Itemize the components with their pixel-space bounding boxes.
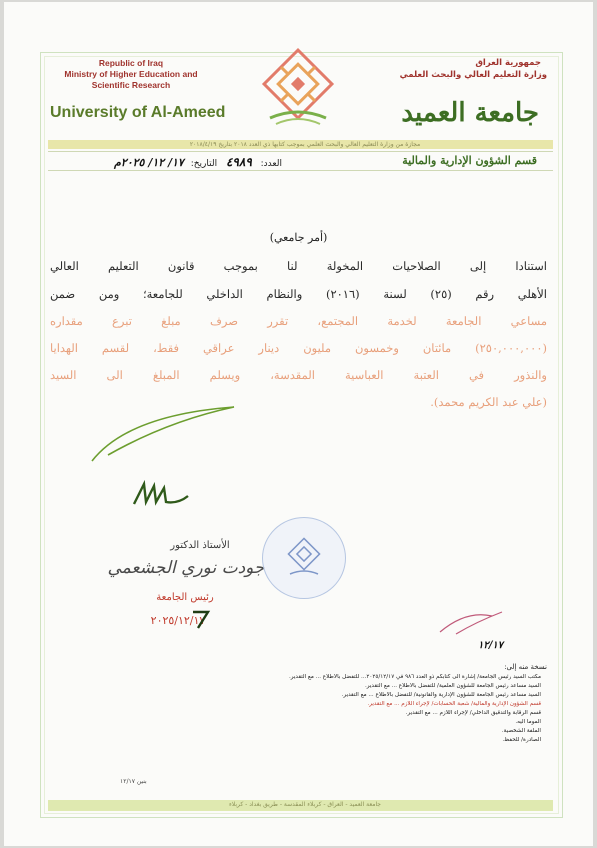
order-line-3: مساعي الجامعة لخدمة المجتمع، تقرر صرف مبلغ تبرع مقداره [50, 314, 547, 328]
order-line-5: والنذور في العتبة العباسية المقدسة، ويسلم المبلغ الى السيد [50, 368, 547, 382]
initials-date: ١٢/١٧ [478, 640, 504, 651]
header-ar-line-2: وزارة التعليم العالي والبحث العلمي [399, 70, 547, 80]
header-rule-top [48, 151, 553, 152]
order-title: (أمر جامعي) [269, 231, 328, 244]
university-name-en: University of Al-Ameed [50, 104, 226, 121]
cc-heading: نسخة منه إلى: [504, 663, 547, 671]
university-name-ar: جامعة العميد [401, 98, 539, 128]
ref-number-label: العدد: [260, 159, 282, 169]
header-en-line-3: Scientific Research [91, 80, 171, 90]
cc-item-6: الموما اليه. [515, 719, 541, 725]
header-rule-bottom [48, 170, 553, 171]
header-en-line-1: Republic of Iraq [98, 58, 164, 68]
green-pen-stroke [88, 405, 238, 465]
order-line-6: (علي عبد الكريم محمد). [430, 395, 547, 409]
order-line-1: استنادا إلى الصلاحيات المخولة لنا بموجب قانون التعليم العالي [50, 259, 547, 273]
cc-item-3: السيد مساعد رئيس الجامعة للشؤون الإدارية والقانونية/ للتفضل بالاطلاع ... مع التقدير. [341, 692, 541, 698]
ref-number-value: ٤٩٨٩ [225, 155, 252, 169]
cc-item-4: قسم الشؤون الإدارية والمالية/ شعبة الحسابات/ لإجراء اللازم ... مع التقدير. [367, 701, 541, 707]
cc-item-5: قسم الرقابة والتدقيق الداخلي/ لإجراء اللازم ... مع التقدير. [405, 710, 541, 716]
university-logo-icon [250, 40, 346, 136]
ref-date-value: ١٧/ ١٢/ ٢٠٢٥م [114, 156, 184, 169]
order-line-2: الأهلي رقم (٢٥) لسنة (٢٠١٦) والنظام الداخلي للجامعة؛ ومن ضمن [50, 287, 547, 301]
signatory-role: رئيس الجامعة [156, 592, 214, 603]
ref-date-label: التاريخ: [190, 159, 218, 169]
initials-signature-icon [436, 608, 506, 638]
department-name: قسم الشؤون الإدارية والمالية [402, 154, 537, 167]
header-ar-line-1: جمهورية العراق [475, 58, 541, 68]
typist-note: بنين ١٢/١٧ [120, 778, 147, 785]
footer-text: جامعة العميد - العراق - كربلاء المقدسة - طريق بغداد - كربلاء [228, 801, 382, 808]
cc-item-2: السيد مساعد رئيس الجامعة للشؤون العلمية/ للتفضل بالاطلاع ... مع التقدير. [364, 683, 541, 689]
signatory-name: جودت نوري الجشعمي [107, 558, 265, 578]
license-text: مجازة من وزارة التعليم العالي والبحث العلمي بموجب كتابها ذي العدد ٢٠١٨ بتاريخ ٢٠١٨/٤/١٩ [189, 141, 421, 148]
president-signature-icon [130, 478, 190, 508]
date-mark-icon [190, 608, 212, 630]
cc-item-7: الملفة الشخصية. [501, 728, 541, 734]
cc-item-8: الصادرة/ للحفظ. [502, 737, 541, 743]
reference-line [52, 155, 282, 169]
order-line-4: (٢٥٠,٠٠٠,٠٠٠) مائتان وخمسون مليون دينار عراقي فقط، لقسم الهدايا [50, 341, 547, 355]
header-en-line-2: Ministry of Higher Education and [64, 69, 198, 79]
stamp-emblem-icon [284, 536, 324, 578]
signatory-title: الأستاذ الدكتور [170, 540, 230, 551]
signature-date: ٢٠٢٥/١٢/١٧ [150, 614, 206, 627]
cc-item-1: مكتب السيد رئيس الجامعة/ إشارة الى كتابكم ذو العدد ٩٨٦ في ٢٠٢٥/١٢/١٧... للتفضل بالاطلاع ... مع التقدير. [288, 674, 541, 680]
